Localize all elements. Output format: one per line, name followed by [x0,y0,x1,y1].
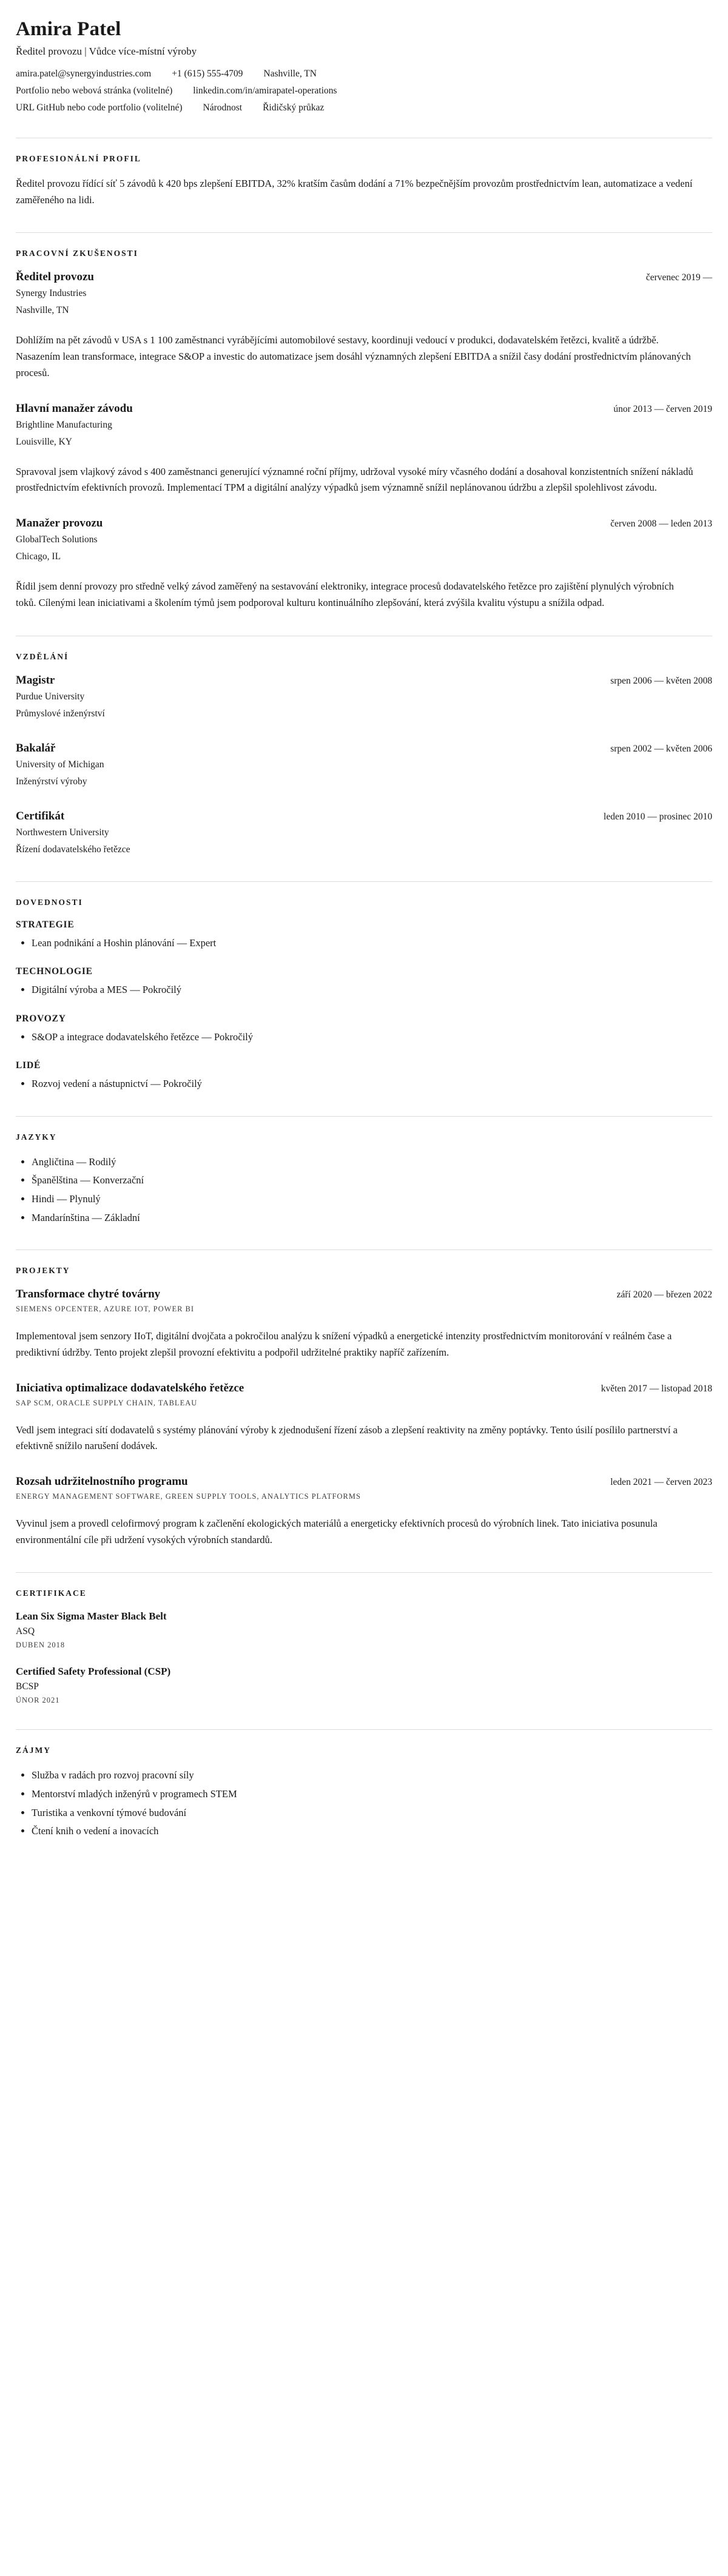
language-item: • Mandarínština — Základní [32,1210,712,1226]
education-degree: Bakalář [16,741,56,755]
projects-heading: PROJEKTY [16,1266,70,1276]
education-heading: VZDĚLÁNÍ [16,651,69,661]
languages-heading: JAZYKY [16,1132,57,1142]
education-dates: leden 2010 — prosinec 2010 [603,811,712,822]
skill-list [16,935,712,951]
interest-item: • Mentorství mladých inženýrů v programech STEM [32,1786,712,1802]
education-school: Purdue University [16,691,85,702]
job-company: Brightline Manufacturing [16,419,112,430]
interests-heading: ZÁJMY [16,1746,51,1755]
project-dates: květen 2017 — listopad 2018 [601,1383,712,1394]
job-company: GlobalTech Solutions [16,534,98,545]
section-certifications [16,1572,712,1705]
skill-item: • Digitální výroba a MES — Pokročilý [32,982,712,998]
education-entry [16,742,712,789]
language-item: • Angličtina — Rodilý [32,1154,712,1170]
profile-text: Ředitel provozu řídící síť 5 závodů k 420 bps zlepšení EBITDA, 32% kratším časům dodání a 71% bezpečnějším provozům prostřednictvím lean, automatizace a vedení zaměřeného na lidi. [16,178,693,206]
project-entry-head [16,1475,712,1488]
contact-driving-license: Řidičský průkaz [263,103,325,113]
education-entry-head [16,742,712,755]
project-entry-head [16,1288,712,1301]
education-degree: Magistr [16,673,55,687]
section-experience [16,232,712,611]
project-description: Vyvinul jsem a provedl celofirmový program k začlenění ekologických materiálů a energeticky efektivních procesů do výrobních linek. Tato iniciativa posunula environmentální cíle při udržení vysokých výrobních standardů. [16,1518,658,1545]
profile-heading: PROFESIONÁLNÍ PROFIL [16,154,141,163]
project-tools: SAP SCM, ORACLE SUPPLY CHAIN, TABLEAU [16,1398,198,1407]
skill-list [16,1076,712,1092]
project-dates: leden 2021 — červen 2023 [610,1477,712,1488]
contact-email: amira.patel@synergyindustries.com [16,69,152,79]
certification-issuer: BCSP [16,1681,39,1692]
certification-date: ÚNOR 2021 [16,1696,60,1705]
job-entry [16,517,712,611]
job-entry [16,402,712,496]
job-dates: červenec 2019 — [645,272,712,283]
project-title: Rozsah udržitelnostního programu [16,1475,188,1488]
skill-list [16,982,712,998]
job-dates: červen 2008 — leden 2013 [610,519,712,530]
education-field: Průmyslové inženýrství [16,708,105,719]
project-entry-head [16,1382,712,1395]
skill-category [16,920,712,951]
education-entry-head [16,810,712,823]
job-entry-head [16,271,712,284]
education-entry [16,810,712,857]
language-item: • Hindi — Plynulý [32,1191,712,1207]
job-entry-head [16,402,712,415]
contact-row-2 [16,86,712,96]
contact-location: Nashville, TN [263,69,317,79]
job-dates: únor 2013 — červen 2019 [613,403,712,414]
job-title: Ředitel provozu [16,271,94,284]
language-item: • Španělština — Konverzační [32,1172,712,1188]
candidate-name: Amira Patel [16,18,121,40]
job-description: Spravoval jsem vlajkový závod s 400 zaměstnanci generující významné roční příjmy, udržoval vysoké míry včasného dodání a dosahoval konzistentních snížení nákladů prostřednictvím efektivních provozů. Implementací TPM a digitální analýzy výpadků jsem významně snížil neplánovanou údržbu a zlepšil spolehlivost závodu. [16,465,693,494]
job-description: Řídil jsem denní provozy pro středně velký závod zaměřený na sestavování elektroniky, integrace procesů dodavatelského řetězce pro zajištění plynulých výrobních toků. Cílenými lean iniciativami a školením týmů jsem podporoval kulturu kontinuálního zlepšování, která zvýšila kvalitu výstupu a snížila odpad. [16,580,674,608]
job-entry [16,271,712,381]
project-entry [16,1288,712,1360]
skills-heading: DOVEDNOSTI [16,897,83,907]
contact-nationality: Národnost [203,103,243,113]
language-list [16,1154,712,1225]
experience-heading: PRACOVNÍ ZKUŠENOSTI [16,249,138,258]
job-title: Hlavní manažer závodu [16,402,133,415]
job-description: Dohlížím na pět závodů v USA s 1 100 zaměstnanci vyrábějícími automobilové sestavy, koordinuji vedoucí v produkci, dodavatelském řetězci, kvalitě a údržbě. Nasazením lean transformace, integrace S&OP a investic do automatizace jsem dosáhl významných zlepšení EBITDA a snížil časy dodání prostřednictvím plánovaných procesů. [16,334,691,378]
candidate-tagline: Ředitel provozu | Vůdce více-místní výroby [16,45,197,57]
skill-category [16,1060,712,1092]
skill-item: • Rozvoj vedení a nástupnictví — Pokročilý [32,1076,712,1092]
contact-row-1 [16,69,712,79]
certification-date: DUBEN 2018 [16,1641,66,1650]
project-tools: ENERGY MANAGEMENT SOFTWARE, GREEN SUPPLY TOOLS, ANALYTICS PLATFORMS [16,1492,361,1501]
interest-item: • Služba v radách pro rozvoj pracovní síly [32,1767,712,1783]
section-education [16,636,712,857]
project-entry [16,1475,712,1548]
job-company: Synergy Industries [16,288,87,299]
certification-entry [16,1666,712,1705]
section-projects [16,1249,712,1548]
contact-phone: +1 (615) 555-4709 [172,69,243,79]
skill-list [16,1029,712,1045]
skill-category-title: PROVOZY [16,1013,66,1024]
contact-portfolio: Portfolio nebo webová stránka (volitelné) [16,86,173,96]
education-dates: srpen 2002 — květen 2006 [610,743,712,754]
certifications-heading: CERTIFIKACE [16,1589,87,1598]
education-dates: srpen 2006 — květen 2008 [610,675,712,686]
job-location: Nashville, TN [16,305,69,316]
skill-category [16,966,712,998]
section-languages [16,1116,712,1225]
project-description: Implementoval jsem senzory IIoT, digitální dvojčata a pokročilou analýzu k snížení výpadků a energetické intenzity prostřednictvím monitorování v reálném čase a prediktivní údržby. Tento projekt zlepšil provozní efektivitu a podpořil udržitelné praktiky napříč zařízením. [16,1330,672,1358]
job-location: Chicago, IL [16,551,61,562]
education-degree: Certifikát [16,809,65,822]
contact-github: URL GitHub nebo code portfolio (volitelné) [16,103,183,113]
interest-item: • Čtení knih o vedení a inovacích [32,1823,712,1839]
education-entry-head [16,674,712,687]
education-field: Řízení dodavatelského řetězce [16,844,130,855]
interest-item: • Turistika a venkovní týmové budování [32,1805,712,1821]
section-profile [16,138,712,208]
contact-row-3 [16,103,712,113]
job-entry-head [16,517,712,530]
education-school: University of Michigan [16,759,104,770]
project-dates: září 2020 — březen 2022 [616,1290,712,1300]
skill-item: • Lean podnikání a Hoshin plánování — Expert [32,935,712,951]
certification-issuer: ASQ [16,1626,35,1637]
job-location: Louisville, KY [16,436,72,447]
project-tools: SIEMENS OPCENTER, AZURE IOT, POWER BI [16,1305,195,1314]
project-title: Iniciativa optimalizace dodavatelského řetězce [16,1381,244,1394]
resume-header [16,18,712,113]
section-skills [16,881,712,1092]
skill-category-title: TECHNOLOGIE [16,966,93,977]
skill-category [16,1014,712,1045]
interest-list [16,1767,712,1838]
project-description: Vedl jsem integraci sítí dodavatelů s systémy plánování výroby k zjednodušení řízení zásob a zlepšení reaktivity na změny poptávky. Tento úsilí posílilo partnerství a efektivně snížilo narušení dodávek. [16,1424,678,1452]
education-school: Northwestern University [16,827,109,838]
skill-category-title: STRATEGIE [16,919,75,930]
project-title: Transformace chytré továrny [16,1288,161,1301]
skill-category-title: LIDÉ [16,1060,41,1071]
project-entry [16,1382,712,1454]
certification-title: Lean Six Sigma Master Black Belt [16,1610,167,1623]
skill-item: • S&OP a integrace dodavatelského řetězce — Pokročilý [32,1029,712,1045]
certification-entry [16,1610,712,1650]
education-entry [16,674,712,721]
job-title: Manažer provozu [16,517,103,530]
education-field: Inženýrství výroby [16,776,87,787]
section-interests [16,1729,712,1838]
contact-linkedin: linkedin.com/in/amirapatel-operations [193,86,337,96]
certification-title: Certified Safety Professional (CSP) [16,1666,171,1678]
